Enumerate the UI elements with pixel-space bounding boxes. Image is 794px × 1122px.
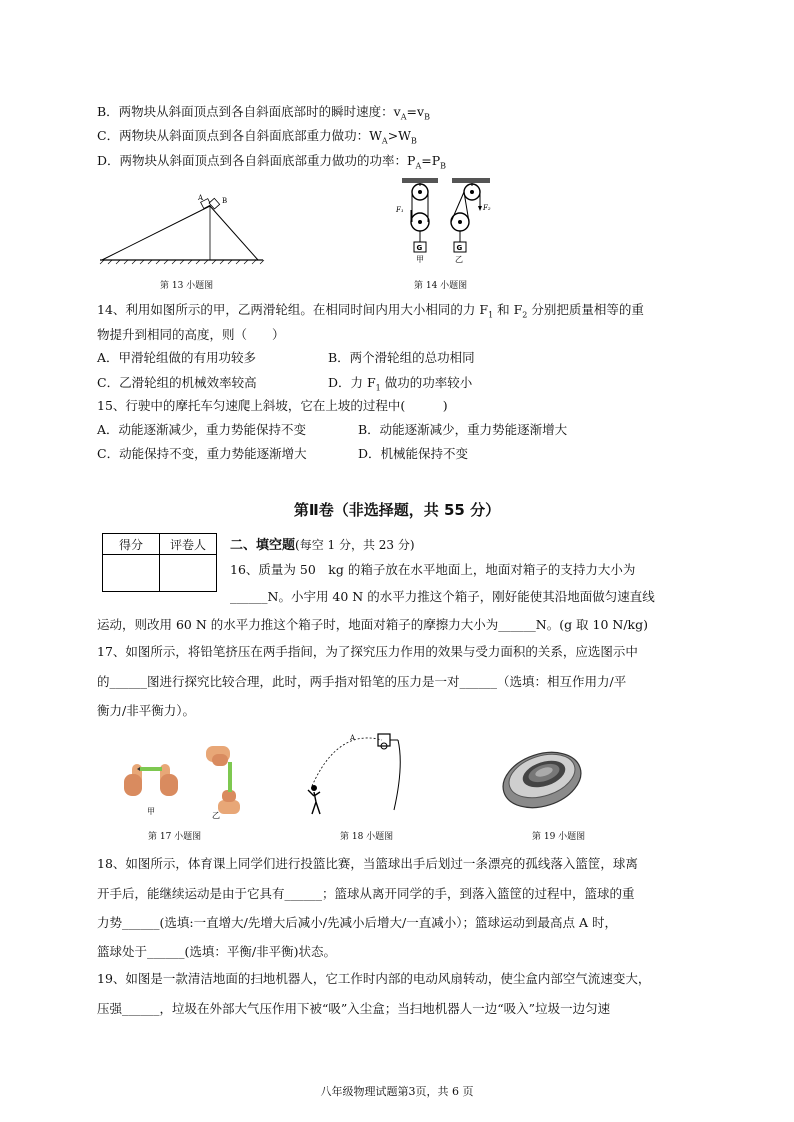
q15-option-a: A．动能逐渐减少，重力势能保持不变: [97, 422, 307, 437]
figure-18-basketball: [298, 726, 408, 822]
figure-19-caption: 第 19 小题图: [532, 832, 586, 842]
q17-line2: 的______图进行探究比较合理，此时，两手指对铅笔的压力是一对______（选填：相互作用力/平: [97, 674, 627, 689]
q14-option-d: D．力 $F_1$ 做功的功率较小: [328, 375, 473, 393]
figure-13-label-b: B: [222, 197, 228, 205]
q13-option-c: C．两物块从斜面顶点到各自斜面底部重力做功：$W_A>W_B$: [97, 128, 417, 146]
figure-13-caption: 第 13 小题图: [160, 281, 214, 291]
figure-18-caption: 第 18 小题图: [340, 832, 394, 842]
q16-line3: 运动，则改用 60 N 的水平力推这个箱子时，地面对箱子的摩擦力大小为______N。(g 取 10 N/kg): [97, 617, 649, 632]
grader-cell: [160, 555, 217, 592]
q14-option-b: B．两个滑轮组的总功相同: [328, 350, 475, 365]
figure-14-label-jia: 甲: [416, 255, 424, 264]
part-2-heading: 二、填空题(每空 1 分，共 23 分): [230, 538, 415, 553]
q18-line3: 力势______(选填:一直增大/先增大后减小/先减小后增大/一直减小）；篮球运动到最高点 A 时，: [97, 915, 617, 930]
page-footer: 八年级物理试题第3页，共 6 页: [320, 1085, 474, 1098]
q15-option-c: C．动能保持不变，重力势能逐渐增大: [97, 446, 307, 461]
figure-19-robot-vacuum: [496, 738, 588, 818]
q19-line1: 19、如图是一款清洁地面的扫地机器人，它工作时内部的电动风扇转动，使尘盒内部空气流速变大，: [97, 971, 651, 986]
q14-option-a: A．甲滑轮组做的有用功较多: [97, 350, 257, 365]
q14-stem-line1: 14、利用如图所示的甲，乙两滑轮组。在相同时间内用大小相同的力 $F_1$ 和 $F_2$ 分别把质量相等的重: [97, 302, 644, 320]
figure-14-weight-jia: G: [416, 244, 423, 252]
figure-13-incline: [98, 190, 268, 270]
figure-14-caption: 第 14 小题图: [414, 281, 468, 291]
figure-13-label-a: A: [198, 194, 204, 202]
q14-option-c: C．乙滑轮组的机械效率较高: [97, 375, 257, 390]
q14-stem-line2: 物提升到相同的高度，则（ ）: [97, 327, 285, 342]
figure-17-caption: 第 17 小题图: [148, 832, 202, 842]
grader-label: 评卷人: [160, 534, 217, 555]
section-2-title: 第Ⅱ卷（非选择题，共 55 分）: [293, 501, 501, 519]
q15-stem: 15、行驶中的摩托车匀速爬上斜坡，它在上坡的过程中( ): [97, 398, 448, 413]
q18-line1: 18、如图所示，体育课上同学们进行投篮比赛，当篮球出手后划过一条漂亮的孤线落入篮筐，球离: [97, 856, 638, 871]
q17-line3: 衡力/非平衡力）。: [97, 703, 195, 718]
q16-line2: ______N。小宇用 40 N 的水平力推这个箱子，刚好能使其沿地面做匀速直线: [230, 589, 655, 604]
figure-17-pencil-fingers: [120, 738, 250, 824]
q17-line1: 17、如图所示，将铅笔挤压在两手指间，为了探究压力作用的效果与受力面积的关系，应选图示中: [97, 644, 638, 659]
figure-18-label-a: A: [350, 734, 356, 742]
q18-line2: 开手后，能继续运动是由于它具有______；篮球从离开同学的手，到落入篮筐的过程中，篮球的重: [97, 886, 635, 901]
figure-14-label-yi: 乙: [455, 255, 463, 264]
figure-17-label-jia: 甲: [147, 807, 155, 816]
q16-line1: 16、质量为 50 kg 的箱子放在水平地面上，地面对箱子的支持力大小为: [230, 562, 636, 577]
q15-option-d: D．机械能保持不变: [358, 446, 469, 461]
figure-14-f2: F₂: [483, 204, 491, 212]
q15-option-b: B．动能逐渐减少，重力势能逐渐增大: [358, 422, 568, 437]
score-table: [102, 533, 217, 592]
figure-14-weight-yi: G: [456, 244, 463, 252]
q18-line4: 篮球处于______(选填：平衡/非平衡)状态。: [97, 944, 336, 959]
figure-14-f1: F₁: [396, 206, 404, 214]
figure-14-pulleys: [392, 170, 512, 270]
q13-option-b: B．两物块从斜面顶点到各自斜面底部时的瞬时速度：$v_A=v_B$: [97, 104, 430, 122]
q13-option-d: D．两物块从斜面顶点到各自斜面底部重力做功的功率：$P_A=P_B$: [97, 153, 446, 171]
score-label: 得分: [103, 534, 160, 555]
figure-17-label-yi: 乙: [212, 811, 220, 820]
score-cell: [103, 555, 160, 592]
q19-line2: 压强______，垃圾在外部大气压作用下被“吸”入尘盒；当扫地机器人一边“吸入”垃圾一边匀速: [97, 1001, 611, 1016]
